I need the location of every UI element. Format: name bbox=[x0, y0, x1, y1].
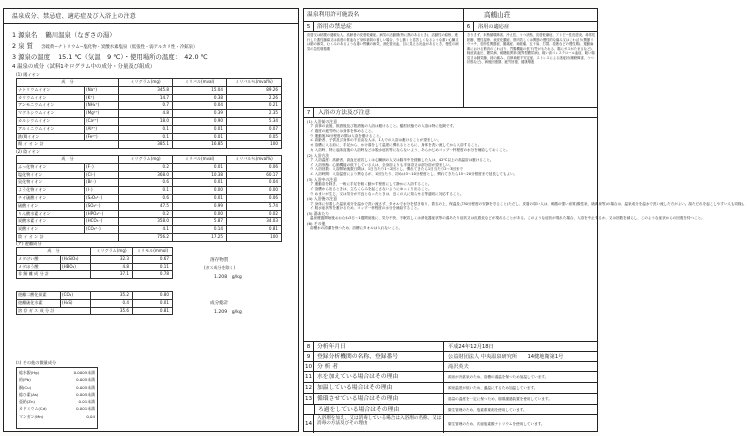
section-14-row bbox=[304, 415, 597, 433]
usage-line: ウ 入浴回数：入浴開始後数日間は、1日当たり1〜2回とし、慣れてきたら1日当たり2〜3回まで bbox=[310, 167, 463, 172]
component-symbol: (HPO₄²⁻) bbox=[85, 210, 119, 218]
section-12-value: 源泉温度が低いため、適温にするため加温しています。 bbox=[448, 386, 538, 390]
component-symbol: (Na⁺) bbox=[85, 86, 119, 94]
usage-panel bbox=[303, 8, 747, 432]
component-name: ナトリウムイオン bbox=[17, 86, 85, 94]
total-mval: 17.25 bbox=[173, 233, 227, 241]
table-row bbox=[17, 94, 282, 102]
usage-line: ア 身体に付着した温泉成分を温水で洗い流さず、タオルで水分を拭き取り、着衣の上、保温及び30分程度の安静を守ること(ただし、皮膚の弱い人は、刺激の強い泉質(酸性泉、硫黄泉等)の場合は、温泉成分を温水で洗い流した方がよい。湯ただれを起こしやすい人も同様)。 bbox=[310, 201, 747, 206]
section-9-value: 公益財団法人 中央温泉研究所 14健地衛第1号 bbox=[448, 354, 564, 360]
value-mvalpct: 0.00 bbox=[227, 187, 282, 195]
section-9-label: 登録分析機関の名称、登録番号 bbox=[314, 352, 444, 361]
total-mmol: 0.78 bbox=[133, 271, 173, 279]
usage-line: ア 食事の直後、飲酒後及び飲酒後の入浴は避けること。酩酊状態での入浴は特に危険です。 bbox=[310, 124, 457, 129]
cation-header-row bbox=[17, 79, 282, 87]
trace-name: 亜鉛(Zn) bbox=[19, 399, 35, 405]
total-mvalpct: 100 bbox=[227, 141, 282, 149]
value-mval: 0.39 bbox=[173, 110, 227, 118]
section-13b-row bbox=[304, 405, 597, 415]
table-row bbox=[17, 163, 282, 171]
section-9-row bbox=[304, 352, 597, 362]
dissolved-value: 1.208 g/kg bbox=[214, 275, 242, 280]
quality-label: 2 泉 質 bbox=[12, 42, 33, 50]
temp-line bbox=[12, 52, 208, 61]
value-mvalpct: 0.04 bbox=[227, 179, 282, 187]
usage-line: イ 浴槽から出るときは、立ちくらみを起こさないようにゆっくり出ること。 bbox=[310, 186, 432, 191]
indications-text: きりきず、末梢循環障害、冷え性、うつ状態、皮膚乾燥症、アトピー性皮膚炎、尋常性乾癬、慢性湿疹、表皮化膿症、筋肉若しくは関節の慢性的な痛み又はこわばり(関節リウマチ、変形性関節症、腰痛症、神経痛、五十肩、打撲、捻挫などの慢性期)、運動麻痺における筋肉のこわばり、胃腸機能の低下(胃がもたれる、腸にガスがたまるなど)、軽症高血圧、糖尿病、耐糖能異常(境界型糖尿病)、軽い高コレステロール血症、軽い喘息又は肺気腫、痔の痛み、自律神経不安定症、ストレスによる諸症状(睡眠障害、うつ状態など)、病後回復期、疲労回復、健康増進 bbox=[467, 33, 596, 65]
list-item bbox=[19, 413, 95, 420]
component-name: りん酸水素イオン bbox=[17, 210, 85, 218]
anion-title: (2) 陰イオン bbox=[16, 149, 40, 154]
contra-indic-header-row bbox=[304, 22, 597, 32]
component-name: カルシウムイオン bbox=[17, 117, 85, 125]
value-mmol: 0.11 bbox=[133, 263, 173, 271]
section-7-body bbox=[304, 118, 747, 342]
section-8-number: 8 bbox=[304, 342, 314, 351]
usage-subheading: (4) 入浴後の注意 bbox=[307, 196, 338, 202]
value-mg: 368.0 bbox=[119, 171, 173, 179]
component-symbol: (S₂O₃²⁻) bbox=[85, 194, 119, 202]
usage-line: イ 過度の疲労時には身体を休めること。 bbox=[310, 128, 375, 133]
facility-value: 高鶴山荘 bbox=[484, 11, 511, 19]
value-mval: 0.01 bbox=[173, 163, 227, 171]
header-mval: ミリバル(mval) bbox=[173, 156, 227, 164]
component-symbol: (CO₃²⁻) bbox=[85, 226, 119, 234]
value-mval: 0.01 bbox=[173, 125, 227, 133]
source-label: 1 源泉名 bbox=[12, 31, 38, 39]
section-13-number: 13 bbox=[304, 396, 313, 402]
anion-table bbox=[16, 155, 282, 242]
value-mg: 0.1 bbox=[119, 187, 173, 195]
section-13b-label: ろ過をしている場合はその理由 bbox=[314, 405, 444, 414]
section-14-label: 入浴剤を加え、又は消毒している場合は入浴剤の名称、又は消毒の方法及びその理由 bbox=[314, 415, 444, 433]
component-symbol: (SO₄²⁻) bbox=[85, 202, 119, 210]
section-14-value: 衛生管理のため、次亜塩素酸ナトリウムを使用しています。 bbox=[448, 422, 545, 426]
value-mg: 14.7 bbox=[119, 94, 173, 102]
value-mg: 0.6 bbox=[119, 179, 173, 187]
value-mval: 0.01 bbox=[173, 179, 227, 187]
component-symbol: (H₂S) bbox=[61, 299, 91, 307]
value-mg: 0.1 bbox=[119, 133, 173, 141]
table-row bbox=[17, 110, 282, 118]
component-symbol: (K⁺) bbox=[85, 94, 119, 102]
table-row bbox=[17, 299, 173, 307]
temp-label: 3 源泉の温度 bbox=[12, 53, 51, 61]
total-row bbox=[17, 141, 282, 149]
value-mg: 0.6 bbox=[119, 194, 173, 202]
component-name: ふっ化物イオン bbox=[17, 163, 85, 171]
section-10-value: 滝沢英夫 bbox=[448, 364, 469, 370]
section-5-number: 5 bbox=[304, 22, 314, 31]
total-value: 1.209 g/kg bbox=[214, 310, 242, 315]
section-11-value: 源泉が冷鉱泉のため、浴槽の湯温を保つため加温しています。 bbox=[448, 375, 549, 379]
usage-line: オ 浴槽に入る前に、手足から、かけ湯をして温度に慣れるとともに、身体を洗い流してから入浴すること。 bbox=[310, 143, 482, 148]
usage-line: エ 入浴時間：入浴温度により異なるが、1回当たり、初めは3〜10分程度とし、慣れてきたら15〜20分程度まで延長してもよい。 bbox=[310, 172, 518, 177]
value-mvalpct: 0.07 bbox=[227, 125, 282, 133]
section-8-label: 分析年月日 bbox=[314, 342, 444, 351]
value-mvalpct: 0.06 bbox=[227, 194, 282, 202]
value-mmol: 0.80 bbox=[133, 292, 173, 300]
value-mvalpct: 0.81 bbox=[227, 226, 282, 234]
total-label: 成分総計 bbox=[210, 301, 229, 306]
usage-instructions bbox=[304, 119, 747, 341]
facility-row bbox=[304, 9, 597, 22]
table-row bbox=[17, 86, 282, 94]
list-item bbox=[19, 384, 95, 391]
misc-title: (ｴ) その他の微量成分 bbox=[16, 360, 57, 365]
header-component: 成 分 bbox=[17, 248, 91, 256]
component-name: メタほう酸 bbox=[17, 263, 61, 271]
component-symbol: (F⁻) bbox=[85, 163, 119, 171]
header-component: 成 分 bbox=[17, 79, 119, 87]
component-name: アルミニウムイオン bbox=[17, 125, 85, 133]
header-mmol: ミリモル(mmol) bbox=[133, 248, 173, 256]
usage-subheading: (2) 入浴方法 bbox=[307, 152, 330, 158]
trace-value: 0.005未満 bbox=[76, 377, 95, 383]
component-name: 遊離硫化水素 bbox=[17, 299, 61, 307]
total-label: 陽 イ オ ン 計 bbox=[17, 141, 119, 149]
usage-subheading: (6) その他 bbox=[307, 221, 326, 227]
contraindications-text: 皮膚又は粘膜の過敏な人、高齢者の皮膚乾燥症。病気の活動期(特に熱のあるとき)、活動性の結核、進行した悪性腫瘍又は高度の貧血など身体衰弱の著しい場合、少し動くと息苦しくなるような重い心臓又は肺の病気、むくみのあるような重い腎臓の病気、消化管出血、目に見える出血があるとき、慢性の病気の急性増悪期 bbox=[307, 33, 459, 51]
table-row bbox=[17, 125, 282, 133]
usage-subheading: (3) 入浴中の注意 bbox=[307, 176, 338, 182]
trace-name: 総水銀(Hg) bbox=[19, 370, 40, 375]
value-mval: 0.04 bbox=[173, 102, 227, 110]
total-mg: 756.2 bbox=[119, 233, 173, 241]
trace-name: 鉛(Pb) bbox=[19, 377, 31, 383]
trace-name: カドミウム(Cd) bbox=[19, 406, 47, 412]
section-12-label: 加温している場合はその理由 bbox=[314, 383, 444, 393]
value-mval: 10.38 bbox=[173, 171, 227, 179]
list-item bbox=[19, 405, 95, 412]
section-5-label: 浴用の禁忌症 bbox=[314, 22, 464, 31]
component-name: 炭酸イオン bbox=[17, 226, 85, 234]
usage-line: イ 入浴形態：心肺機能の低下している人は、全身浴よりも半身浴又は部分浴が望ましい。 bbox=[310, 162, 454, 167]
component-name: マグネシウムイオン bbox=[17, 110, 85, 118]
section-11-label: 水を加えている場合はその理由 bbox=[314, 372, 444, 382]
value-mg: 47.5 bbox=[119, 202, 173, 210]
section-12-row bbox=[304, 383, 597, 394]
table-row bbox=[17, 263, 173, 271]
composition-label: 4 温泉の成分（試料1キログラム中の成分・分量及び組成） bbox=[12, 64, 156, 70]
cation-table bbox=[16, 78, 282, 149]
value-mval: 5.87 bbox=[173, 218, 227, 226]
section-10-row bbox=[304, 362, 597, 372]
component-name: アンモニウムイオン bbox=[17, 102, 85, 110]
usage-line: ア 運動浴を除き、一般に手足を軽く動かす程度にして静かに入浴すること。 bbox=[310, 182, 432, 187]
usage-line: カ 入浴時、特に起床直後の入浴時などは脱水症状等にならないよう、あらかじめコップ一杯程度の水分を補給しておくこと。 bbox=[310, 147, 510, 152]
undiss-header-row bbox=[17, 248, 173, 256]
gas-table bbox=[16, 291, 173, 315]
value-mval: 0.14 bbox=[173, 226, 227, 234]
contra-indic-body-row bbox=[304, 32, 597, 108]
component-symbol: (Cl⁻) bbox=[85, 171, 119, 179]
value-mvalpct: 89.26 bbox=[227, 86, 282, 94]
trace-value: 0.04 bbox=[86, 413, 95, 419]
total-mmol: 0.81 bbox=[133, 307, 173, 315]
quality-line bbox=[12, 41, 197, 50]
table-row bbox=[17, 133, 282, 141]
trace-value: 0.005未満 bbox=[76, 384, 95, 390]
section-14-number: 14 bbox=[304, 415, 314, 433]
component-name: チオ硫酸イオン bbox=[17, 194, 85, 202]
value-mg: 0.1 bbox=[119, 125, 173, 133]
trace-name: 総ひ素(As) bbox=[19, 391, 39, 397]
component-name: 炭酸水素イオン bbox=[17, 218, 85, 226]
table-row bbox=[17, 292, 173, 300]
section-7-number: 7 bbox=[304, 108, 314, 117]
section-7-header bbox=[304, 108, 597, 118]
header-mvalpct: ミリバル％(mval%) bbox=[227, 156, 282, 164]
section-9-number: 9 bbox=[304, 352, 314, 361]
total-mg: 37.1 bbox=[91, 271, 133, 279]
value-mg: 358.0 bbox=[119, 218, 173, 226]
section-11-number: 11 bbox=[304, 374, 313, 380]
table-row bbox=[17, 102, 282, 110]
value-mg: 0.2 bbox=[119, 163, 173, 171]
component-symbol: (Ca²⁺) bbox=[85, 117, 119, 125]
header-mval: ミリバル(mval) bbox=[173, 79, 227, 87]
total-mg: 385.1 bbox=[119, 141, 173, 149]
total-label: 陰 イ オ ン 計 bbox=[17, 233, 119, 241]
value-mvalpct: 0.02 bbox=[227, 210, 282, 218]
section-8-row bbox=[304, 342, 597, 352]
value-mvalpct: 60.17 bbox=[227, 171, 282, 179]
component-symbol: (Al³⁺) bbox=[85, 125, 119, 133]
header-component: 成 分 bbox=[17, 156, 119, 164]
value-mval: 15.04 bbox=[173, 86, 227, 94]
table-row bbox=[17, 218, 282, 226]
trace-elements-list bbox=[16, 367, 98, 429]
table-row bbox=[17, 194, 282, 202]
value-mvalpct: 34.03 bbox=[227, 218, 282, 226]
dissolved-sub: (ガス成分を除く) bbox=[204, 265, 236, 270]
usage-line: 浴槽水の清潔を保つため、浴槽にタオルは入れないこと。 bbox=[310, 226, 403, 231]
value-mg: 18.0 bbox=[119, 117, 173, 125]
value-mmol: 0.01 bbox=[133, 299, 173, 307]
section-10-label: 分 析 者 bbox=[314, 362, 444, 371]
usage-line: ウ めまいが生じ、又は気分が不良となったときは、近くの人に知らせる等適切に対応すること。 bbox=[310, 191, 464, 196]
value-mmol: 0.67 bbox=[133, 255, 173, 263]
component-name: 硫酸イオン bbox=[17, 202, 85, 210]
total-row bbox=[17, 307, 173, 315]
component-symbol: (Br⁻) bbox=[85, 179, 119, 187]
temp-value: 15.1 ℃（気温 9 ℃）・使用場所の温度： 42.0 ℃ bbox=[58, 53, 208, 61]
total-row bbox=[17, 271, 173, 279]
value-mg: 4.1 bbox=[119, 226, 173, 234]
value-mval: 0.00 bbox=[173, 187, 227, 195]
component-symbol: (Fe²⁺) bbox=[85, 133, 119, 141]
component-name: メタけい酸 bbox=[17, 255, 61, 263]
value-mvalpct: 2.35 bbox=[227, 110, 282, 118]
header-mvalpct: ミリバル％(mval%) bbox=[227, 79, 282, 87]
section-13-row bbox=[304, 394, 597, 405]
cation-title: (1) 陽イオン bbox=[16, 72, 40, 77]
value-mg: 0.2 bbox=[119, 210, 173, 218]
total-row bbox=[17, 233, 282, 241]
component-symbol: (HBO₂) bbox=[61, 263, 91, 271]
usage-line: 温泉療養開始後おおむね3日〜1週間前後に、気分不快、不眠若しくは消化器症状等の湯あたり症状又は皮膚炎などが現れることがある。このような症状が現れた場合、入浴を中止するか、又は回数を減らし、このような症状からの回復を待つこと。 bbox=[310, 216, 705, 221]
dissolved-label: 溶存物質 bbox=[210, 258, 229, 263]
header-mg: ミリグラム(mg) bbox=[119, 156, 173, 164]
table-row bbox=[17, 187, 282, 195]
section-11-row bbox=[304, 372, 597, 383]
quality-value: 含硫黄−ナトリウム−塩化物・炭酸水素塩泉（低張性・弱アルカリ性・冷鉱泉） bbox=[40, 45, 198, 50]
source-value: 鶴川温泉（なぎさの湯） bbox=[45, 31, 116, 39]
list-item bbox=[19, 369, 95, 376]
value-mval: 0.01 bbox=[173, 133, 227, 141]
total-label: 非 解 離 成 分 計 bbox=[17, 271, 91, 279]
value-mval: 0.99 bbox=[173, 202, 227, 210]
component-symbol: (H₂SiO₃) bbox=[61, 255, 91, 263]
value-mvalpct: 0.06 bbox=[227, 163, 282, 171]
component-name: カリウムイオン bbox=[17, 94, 85, 102]
section-13-value: 湯量の温度を一定に保つため、循環濾過装置を使用しています。 bbox=[448, 397, 552, 401]
usage-line: イ 脱水症状等を避けるため、コップ一杯程度の水分を補給すること。 bbox=[310, 206, 421, 211]
value-mval: 0.90 bbox=[173, 117, 227, 125]
composition-panel bbox=[3, 8, 299, 432]
section-13b-value: 衛生管理のため、塩素系薬剤を使用しています。 bbox=[448, 408, 527, 412]
table-row bbox=[17, 255, 173, 263]
value-mval: 0.38 bbox=[173, 94, 227, 102]
component-symbol: (Mg²⁺) bbox=[85, 110, 119, 118]
trace-name: 銅(Cu) bbox=[19, 384, 32, 390]
usage-line: エ 高齢者、子供及び身体の不自由な人は、1人での入浴は避けることが望ましい。 bbox=[310, 138, 442, 143]
table-row bbox=[17, 179, 282, 187]
value-mg: 0.7 bbox=[119, 102, 173, 110]
trace-value: 0.005未満 bbox=[76, 391, 95, 397]
section-8-value: 平成24年12月18日 bbox=[448, 344, 494, 350]
value-mval: 0.01 bbox=[173, 194, 227, 202]
header-mg: ミリグラム(mg) bbox=[91, 248, 133, 256]
table-row bbox=[17, 202, 282, 210]
section-6-number: 6 bbox=[464, 22, 474, 31]
table-row bbox=[17, 210, 282, 218]
value-mval: 0.00 bbox=[173, 210, 227, 218]
usage-line: ア 入浴温度：高齢者、高血圧症若しくは心臓病の人又は脳卒中を経験した人は、42℃以上の高温浴は避けること。 bbox=[310, 157, 494, 162]
value-mg: 32.3 bbox=[91, 255, 133, 263]
header-mg: ミリグラム(mg) bbox=[119, 79, 173, 87]
usage-subheading: (1) 入浴前の注意 bbox=[307, 119, 338, 124]
section-10-number: 10 bbox=[304, 364, 313, 370]
section-6-label: 浴用の適応症 bbox=[478, 24, 510, 30]
trace-name: マンガン(Mn) bbox=[19, 413, 44, 419]
trace-value: 0.001未満 bbox=[76, 406, 95, 412]
table-row bbox=[17, 226, 282, 234]
anion-header-row bbox=[17, 156, 282, 164]
value-mvalpct: 5.34 bbox=[227, 117, 282, 125]
undiss-title: (ア) 遊離成分 bbox=[16, 241, 42, 246]
value-mvalpct: 0.05 bbox=[227, 133, 282, 141]
component-symbol: (HCO₃⁻) bbox=[85, 218, 119, 226]
component-name: 遊離二酸化炭素 bbox=[17, 292, 61, 300]
value-mg: 4.8 bbox=[91, 263, 133, 271]
component-name: 臭化物イオン bbox=[17, 179, 85, 187]
facility-label: 温泉利用許可施設名 bbox=[304, 9, 464, 21]
list-item bbox=[19, 391, 95, 398]
section-7-label: 入浴の方法及び注意 bbox=[318, 110, 371, 116]
list-item bbox=[19, 376, 95, 383]
undissociated-table bbox=[16, 247, 173, 279]
trace-value: 0.0005未満 bbox=[73, 370, 95, 375]
value-mvalpct: 0.21 bbox=[227, 102, 282, 110]
value-mg: 4.8 bbox=[119, 110, 173, 118]
component-symbol: (I⁻) bbox=[85, 187, 119, 195]
component-name: よう化物イオン bbox=[17, 187, 85, 195]
total-mg: 35.6 bbox=[91, 307, 133, 315]
section-13-label: 循環させている場合はその理由 bbox=[314, 394, 444, 404]
component-symbol: (CO₂) bbox=[61, 292, 91, 300]
table-row bbox=[17, 171, 282, 179]
section-12-number: 12 bbox=[304, 385, 313, 391]
total-mval: 16.85 bbox=[173, 141, 227, 149]
value-mg: 0.4 bbox=[91, 299, 133, 307]
total-label: 溶 存 ガ ス 成 分 計 bbox=[17, 307, 91, 315]
component-name: 塩化物イオン bbox=[17, 171, 85, 179]
value-mvalpct: 2.26 bbox=[227, 94, 282, 102]
value-mvalpct: 5.74 bbox=[227, 202, 282, 210]
value-mg: 345.8 bbox=[119, 86, 173, 94]
table-row bbox=[17, 117, 282, 125]
trace-value: 0.01未満 bbox=[78, 399, 95, 405]
component-symbol: (NH₄⁺) bbox=[85, 102, 119, 110]
usage-line: ウ 運動後30分程度の間は入浴を避けること。 bbox=[310, 133, 384, 138]
source-line bbox=[12, 30, 116, 39]
value-mg: 35.2 bbox=[91, 292, 133, 300]
usage-subheading: (5) 湯あたり bbox=[307, 211, 330, 217]
composition-header: 温泉成分、禁忌症、適応症及び入浴上の注意 bbox=[4, 9, 298, 24]
component-name: 鉄(Ⅱ)イオン bbox=[17, 133, 85, 141]
total-mvalpct: 100 bbox=[227, 233, 282, 241]
list-item bbox=[19, 398, 95, 405]
